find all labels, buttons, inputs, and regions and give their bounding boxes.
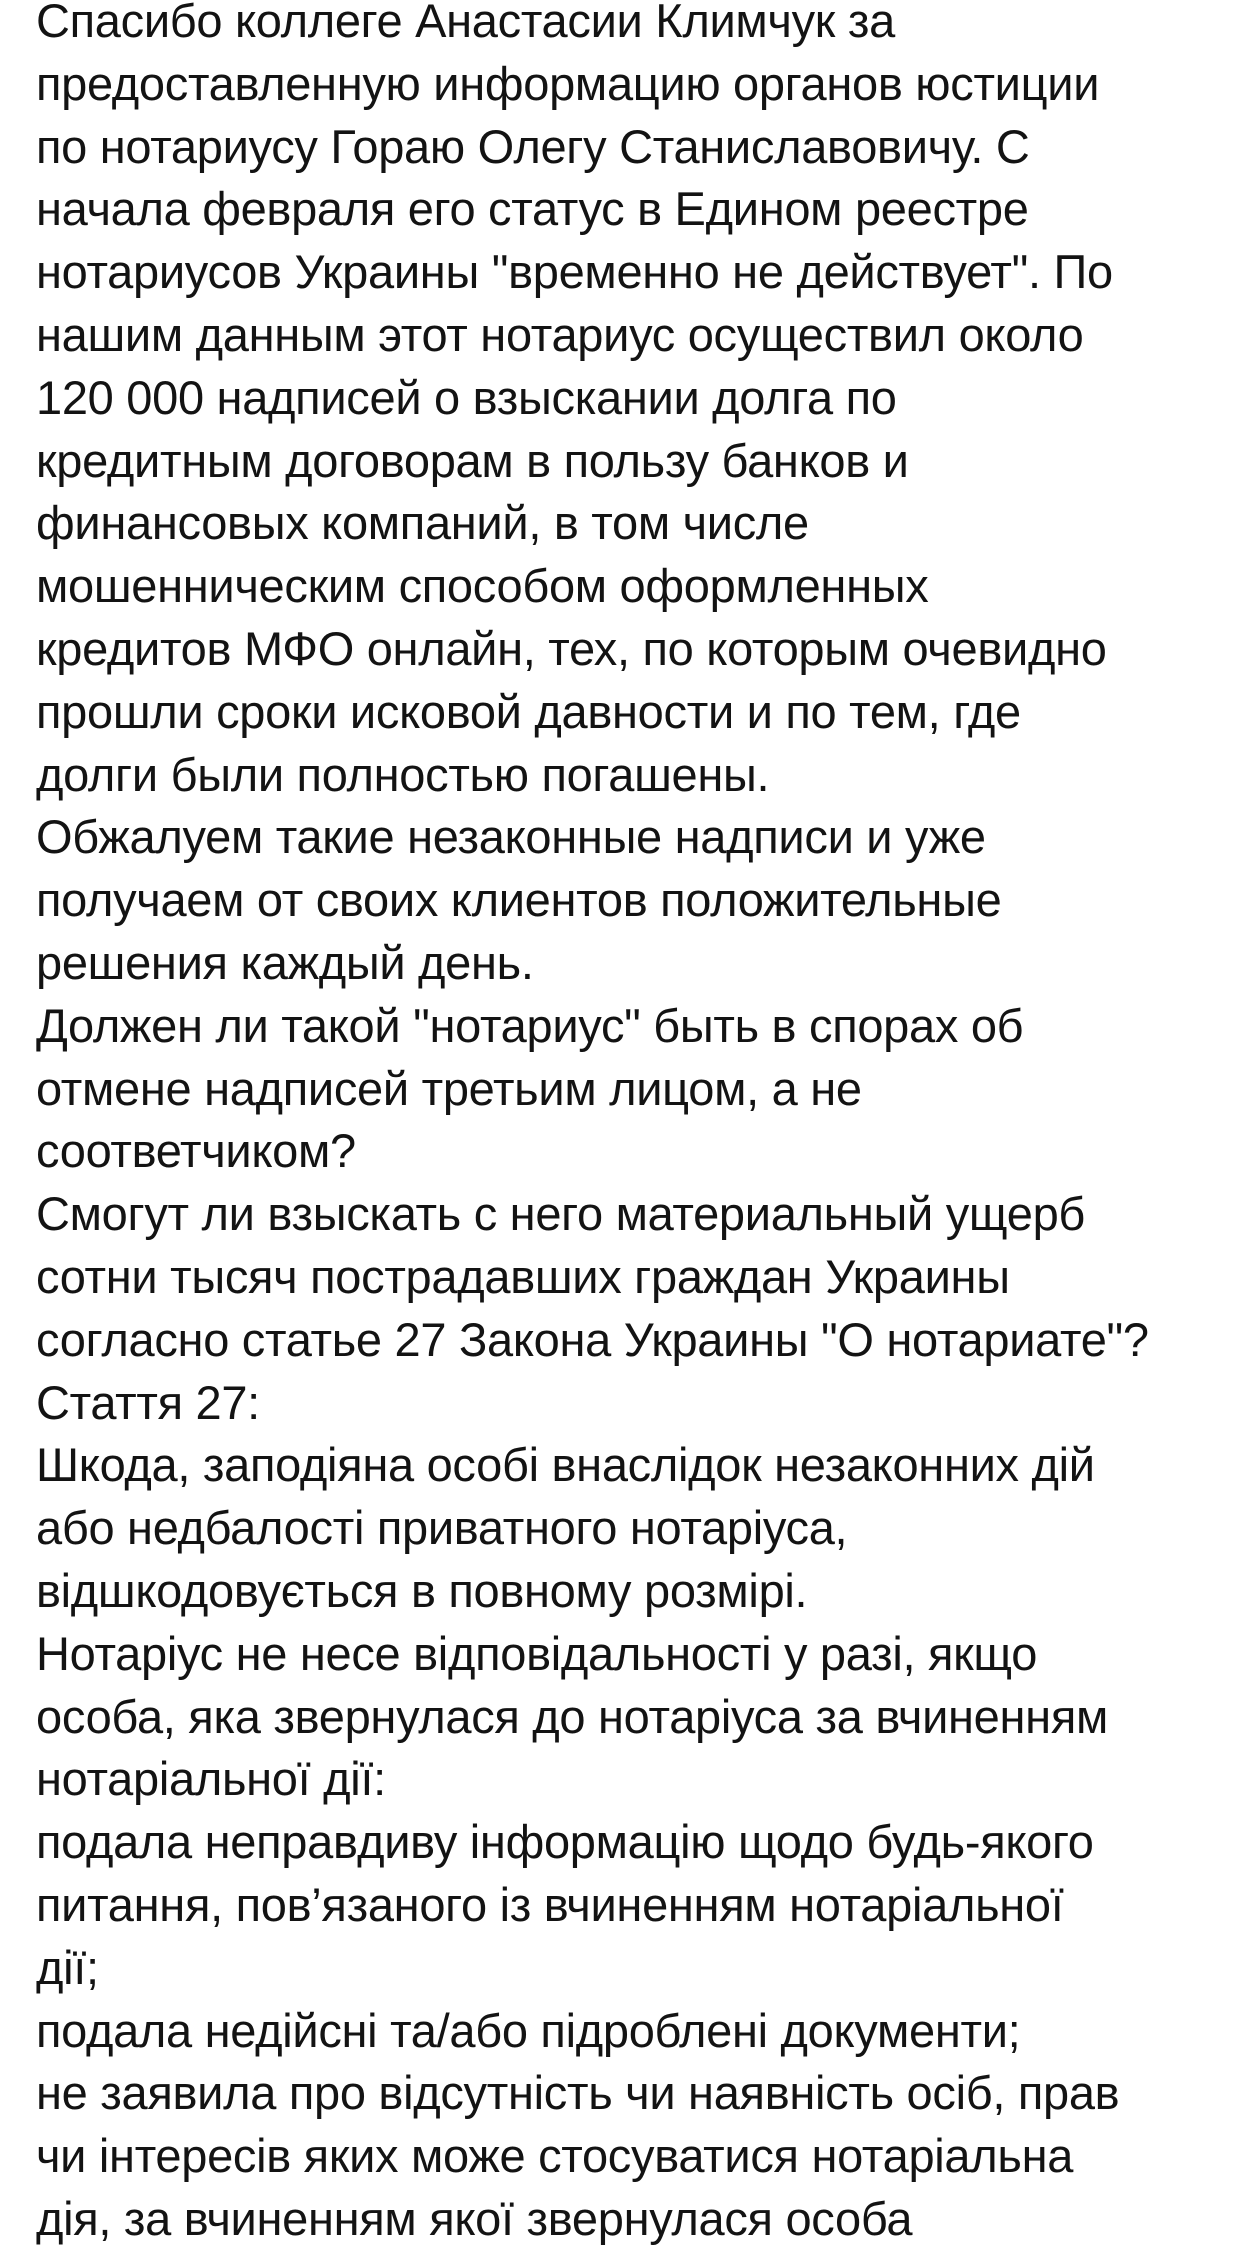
text-line: дія, за вчиненням якої звернулася особа [36, 2191, 913, 2245]
text-line: по нотариусу Гораю Олегу Станиславовичу. С [36, 119, 1030, 173]
text-line: кредитным договорам в пользу банков и [36, 433, 909, 487]
text-line: питання, пов’язаного із вчиненням нотаріальної [36, 1877, 1064, 1931]
text-line: Должен ли такой "нотариус" быть в спорах об [36, 998, 1024, 1052]
text-line: финансовых компаний, в том числе [36, 496, 809, 550]
text-line: получаем от своих клиентов положительные [36, 873, 1002, 927]
text-line: нотариусов Украины "временно не действует". По [36, 245, 1113, 299]
text-line: дії; [36, 1940, 99, 1994]
text-line: согласно статье 27 Закона Украины "О нотариате"? [36, 1312, 1149, 1366]
text-line: або недбалості приватного нотаріуса, [36, 1501, 848, 1555]
text-line: соответчиком? [36, 1124, 356, 1178]
text-line: мошенническим способом оформленных [36, 559, 929, 613]
text-line: Шкода, заподіяна особі внаслідок незаконних дій [36, 1438, 1095, 1492]
text-line: відшкодовується в повному розмірі. [36, 1563, 808, 1617]
text-line: решения каждый день. [36, 935, 534, 989]
text-line: прошли сроки исковой давности и по тем, где [36, 684, 1021, 738]
text-line: не заявила про відсутність чи наявність осіб, прав [36, 2066, 1120, 2120]
text-line: начала февраля его статус в Едином реестре [36, 182, 1029, 236]
text-line: Смогут ли взыскать с него материальный ущерб [36, 1187, 1086, 1241]
text-line: чи інтересів яких може стосуватися нотаріальна [36, 2129, 1074, 2183]
text-line: Обжалуем такие незаконные надписи и уже [36, 810, 986, 864]
text-line: подала недійсні та/або підроблені документи; [36, 2003, 1021, 2057]
text-line: нотаріальної дії: [36, 1752, 386, 1806]
text-line: подала неправдиву інформацію щодо будь-якого [36, 1815, 1094, 1869]
text-line: долги были полностью погашены. [36, 747, 770, 801]
text-line: сотни тысяч пострадавших граждан Украины [36, 1249, 1010, 1303]
text-line: Стаття 27: [36, 1375, 260, 1429]
text-line: Нотаріус не несе відповідальності у разі, якщо [36, 1626, 1038, 1680]
text-line: особа, яка звернулася до нотаріуса за вчиненням [36, 1689, 1108, 1743]
text-line: 120 000 надписей о взыскании долга по [36, 370, 897, 424]
text-line: отмене надписей третьим лицом, а не [36, 1061, 862, 1115]
text-line: предоставленную информацию органов юстиции [36, 56, 1100, 110]
text-line: кредитов МФО онлайн, тех, по которым очевидно [36, 621, 1107, 675]
text-line: Спасибо коллеге Анастасии Климчук за [36, 0, 895, 47]
text-line: нашим данным этот нотариус осуществил около [36, 307, 1084, 361]
